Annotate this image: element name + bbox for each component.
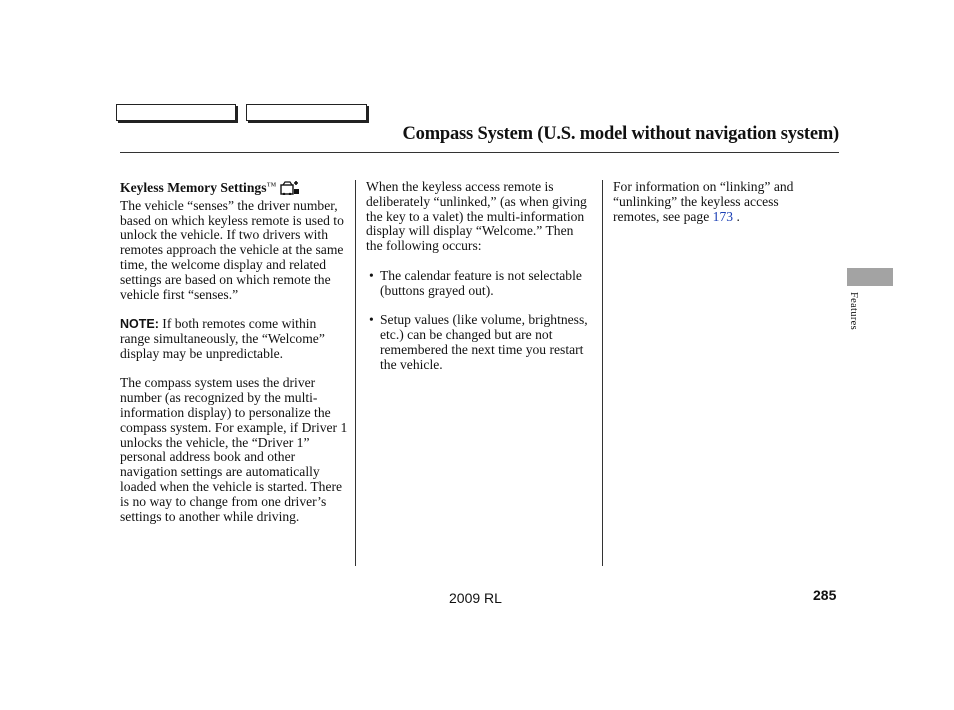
list-item — [366, 313, 590, 372]
trademark: ™ — [266, 181, 277, 192]
list-item-text: The calendar feature is not selectable (buttons grayed out). — [380, 267, 582, 298]
linking-text-end: . — [733, 208, 740, 224]
paragraph-compass: The compass system uses the driver number (as recognized by the multi-information display) to personalize the compass system. For example, if Driver 1 unlocks the vehicle, the “Driver 1” personal address book and other navigation settings are automatically loaded when the vehicle is started. There is no way to change from one driver’s settings to another while driving. — [120, 375, 348, 524]
paragraph-linking — [613, 180, 825, 224]
bullet-dot: • — [369, 267, 374, 283]
section-heading — [120, 180, 348, 199]
bullet-dot: • — [369, 312, 374, 328]
title-rule — [120, 152, 839, 153]
paragraph-unlinked: When the keyless access remote is deliberately “unlinked,” (as when giving the key to a valet) the multi-information display will display “Welcome.” Then the following occurs: — [366, 179, 587, 254]
page-link-173[interactable]: 173 — [712, 208, 734, 224]
paragraph-senses: The vehicle “senses” the driver number, based on which keyless remote is used to unlock the vehicle. If two drivers with remotes approach the vehicle at the same time, the welcome display and related settings are based on which remote the vehicle first “senses.” — [120, 197, 344, 302]
note-paragraph — [120, 317, 348, 361]
note-label: NOTE: — [120, 317, 159, 332]
column-3 — [613, 180, 825, 239]
footer-model: 2009 RL — [449, 590, 502, 606]
section-side-tab — [847, 268, 893, 286]
car-icon — [280, 181, 300, 199]
bullet-list — [366, 269, 590, 373]
heading-text: Keyless Memory Settings — [120, 180, 267, 195]
page-title: Compass System (U.S. model without navigation system) — [402, 124, 839, 144]
header-tab-box-right — [246, 104, 367, 121]
section-side-label: Features — [848, 292, 859, 330]
list-item — [366, 269, 590, 299]
linking-text: For information on “linking” and “unlinking” the keyless access remotes, see page — [613, 179, 794, 224]
header-tab-box-left — [116, 104, 236, 121]
column-divider-1 — [355, 180, 356, 566]
note-text: If both remotes come within range simultaneously, the “Welcome” display may be unpredictable. — [120, 316, 325, 361]
page-number: 285 — [813, 587, 837, 603]
column-1 — [120, 180, 348, 539]
column-divider-2 — [602, 180, 603, 566]
column-2 — [366, 180, 590, 387]
list-item-text: Setup values (like volume, brightness, etc.) can be changed but are not remembered the next time you restart the vehicle. — [380, 312, 588, 372]
